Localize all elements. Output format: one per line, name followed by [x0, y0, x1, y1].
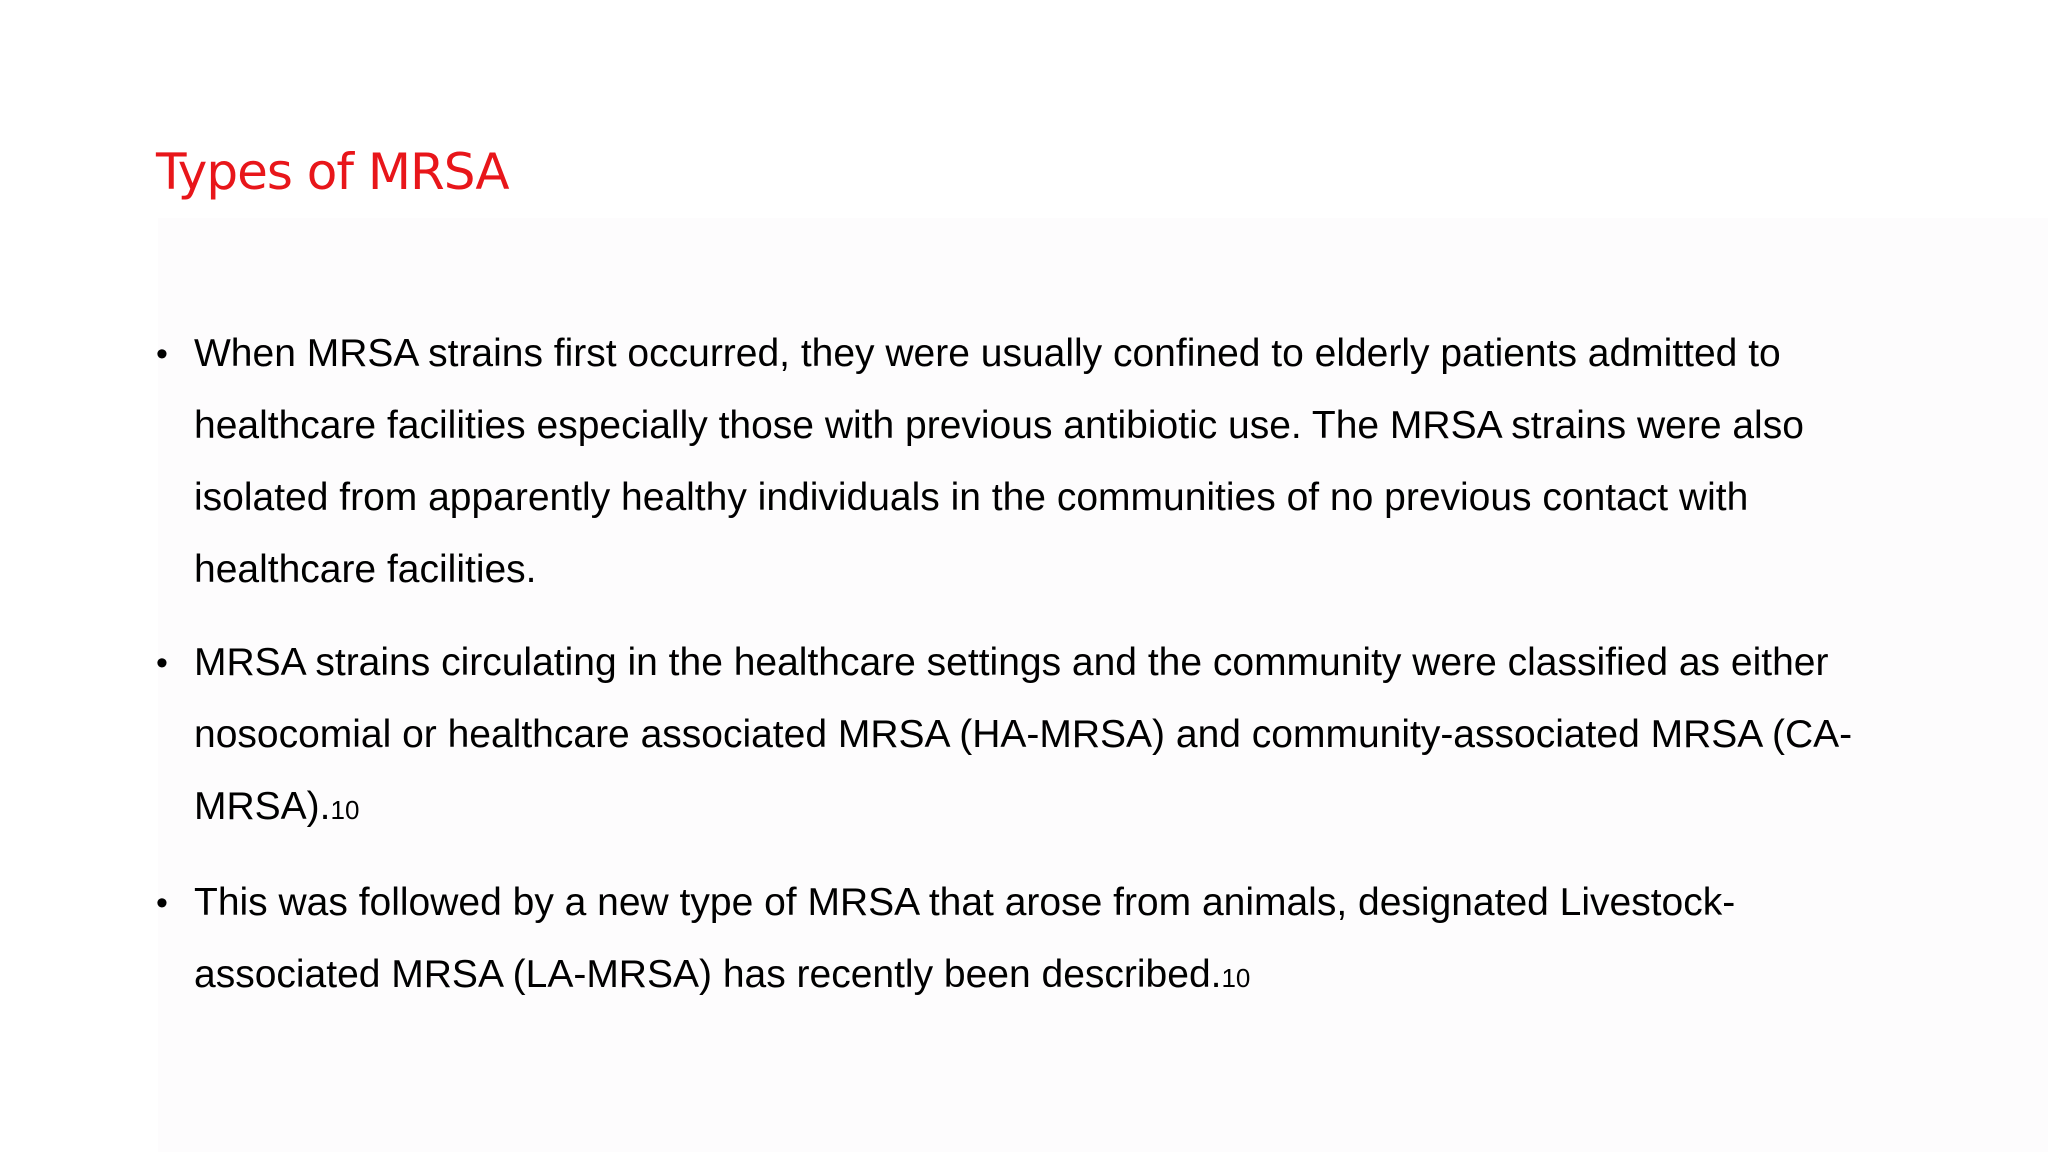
bullet-marker: •: [156, 335, 168, 373]
reference-number: 10: [1221, 963, 1251, 993]
bullet-item: [156, 627, 1896, 846]
bullet-item: [156, 867, 1896, 1014]
bullet-text: This was followed by a new type of MRSA that arose from animals, designated Livestock-associated MRSA (LA-MRSA) has recently been described.: [194, 881, 1736, 996]
bullet-list: [156, 318, 1896, 1035]
reference-number: 10: [330, 795, 360, 825]
bullet-text: When MRSA strains first occurred, they were usually confined to elderly patients admitted to healthcare facilities especially those with previous antibiotic use. The MRSA strains were also isolated from apparently healthy individuals in the communities of no previous contact with healthcare facilities.: [194, 332, 1804, 591]
bullet-text: MRSA strains circulating in the healthcare settings and the community were classified as either nosocomial or healthcare associated MRSA (HA-MRSA) and community-associated MRSA (CA-MRSA).: [194, 641, 1853, 828]
bullet-marker: •: [156, 884, 168, 922]
bullet-marker: •: [156, 644, 168, 682]
slide-title: Types of MRSA: [156, 143, 509, 201]
bullet-item: [156, 318, 1896, 606]
